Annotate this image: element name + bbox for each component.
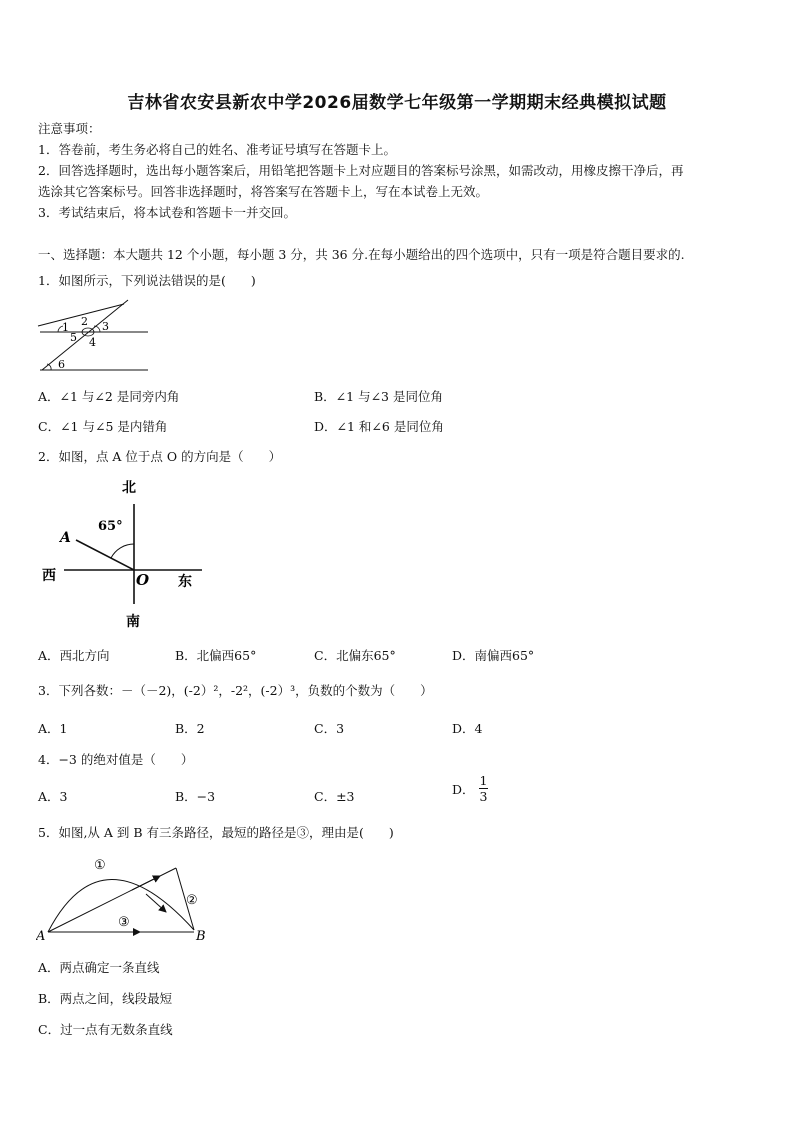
q1-stem: 1．如图所示，下列说法错误的是( ) — [38, 273, 256, 288]
q5-label-b: B — [196, 929, 206, 944]
q3-option-a: A．1 — [38, 721, 68, 736]
q4-stem: 4．−3 的绝对值是（ ） — [38, 752, 194, 767]
q2-label-a: A — [60, 530, 71, 546]
q5-label-a: A — [36, 929, 46, 944]
notice-item-2-cont: 选涂其它答案标号。回答非选择题时，将答案写在答题卡上，写在本试卷上无效。 — [38, 184, 489, 199]
q3-option-c: C．3 — [314, 721, 345, 736]
q1-option-b: B．∠1 与∠3 是同位角 — [314, 389, 443, 404]
q5-paths-figure — [36, 852, 216, 944]
q5-option-c: C．过一点有无数条直线 — [38, 1022, 173, 1037]
q1-option-d: D．∠1 和∠6 是同位角 — [314, 419, 444, 434]
q2-stem: 2．如图，点 A 位于点 O 的方向是（ ） — [38, 449, 282, 464]
q1-figure — [36, 298, 156, 372]
notice-heading: 注意事项： — [38, 121, 101, 136]
notice-item-1: 1．答卷前，考生务必将自己的姓名、准考证号填写在答题卡上。 — [38, 142, 396, 157]
q4-option-b: B．−3 — [175, 789, 216, 804]
q2-label-o: O — [136, 571, 150, 589]
notice-item-3: 3．考试结束后，将本试卷和答题卡一并交回。 — [38, 205, 296, 220]
q1-option-c: C．∠1 与∠5 是内错角 — [38, 419, 168, 434]
q5-path-1-arrow — [146, 894, 166, 912]
q4-option-d — [452, 773, 488, 804]
q1-label-3: 3 — [102, 320, 109, 333]
q2-option-d: D．南偏西65° — [452, 648, 535, 663]
q2-label-north: 北 — [122, 480, 136, 496]
q4-option-d-numerator: 1 — [479, 773, 488, 788]
section-heading: 一、选择题：本大题共 12 个小题，每小题 3 分，共 36 分.在每小题给出的四个选项中，只有一项是符合题目要求的. — [38, 247, 685, 262]
q4-option-a: A．3 — [38, 789, 68, 804]
q4-option-d-label: D． — [452, 781, 475, 797]
q2-label-east: 东 — [178, 574, 192, 590]
q5-option-a: A．两点确定一条直线 — [38, 960, 160, 975]
q2-option-b: B．北偏西65° — [175, 648, 257, 663]
q2-angle-arc — [111, 544, 134, 558]
q2-label-west: 西 — [42, 568, 56, 584]
q3-stem: 3．下列各数：－（－2)，(-2）²，-2²，(-2）³，负数的个数为（ ） — [38, 683, 433, 698]
q5-label-path-3: ③ — [118, 915, 130, 930]
q5-option-b: B．两点之间，线段最短 — [38, 991, 173, 1006]
q5-stem: 5．如图,从 A 到 B 有三条路径，最短的路径是③，理由是( ) — [38, 825, 394, 840]
q1-transversal — [42, 300, 128, 370]
q2-label-angle: 65° — [98, 519, 123, 534]
q1-label-5: 5 — [70, 331, 77, 344]
q1-label-2: 2 — [81, 315, 88, 328]
q2-compass-figure — [36, 474, 216, 634]
q4-option-c: C．±3 — [314, 789, 355, 804]
q2-label-south: 南 — [126, 614, 140, 630]
q4-option-d-fraction — [479, 773, 489, 804]
q4-option-d-denominator: 3 — [479, 789, 488, 804]
q2-ray-oa — [76, 540, 134, 570]
q3-option-d: D．4 — [452, 721, 483, 736]
notice-item-2: 2．回答选择题时，选出每小题答案后，用铅笔把答题卡上对应题目的答案标号涂黑，如需改动，用橡皮擦干净后，再 — [38, 163, 684, 178]
q1-label-6: 6 — [58, 358, 65, 371]
q2-option-a: A．西北方向 — [38, 648, 110, 663]
q3-option-b: B．2 — [175, 721, 205, 736]
q5-label-path-2: ② — [186, 893, 198, 908]
q5-path-2-arrow — [132, 876, 160, 890]
q2-option-c: C．北偏东65° — [314, 648, 396, 663]
q1-label-1: 1 — [62, 321, 69, 334]
q1-option-a: A．∠1 与∠2 是同旁内角 — [38, 389, 180, 404]
q5-label-path-1: ① — [94, 858, 106, 873]
page-title: 吉林省农安县新农中学2026届数学七年级第一学期期末经典模拟试题 — [127, 93, 667, 113]
q1-label-4: 4 — [89, 336, 96, 349]
